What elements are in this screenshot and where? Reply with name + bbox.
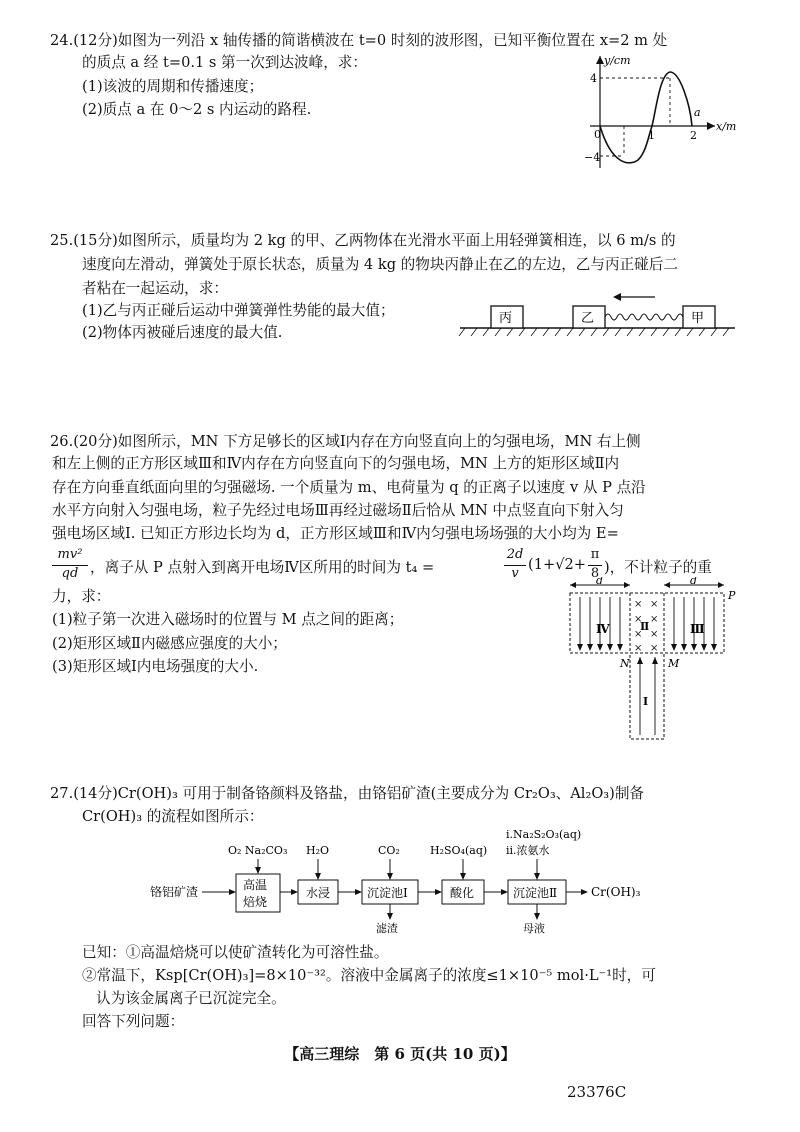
svg-text:×: × xyxy=(634,599,643,610)
q26-stem-line3: 存在方向垂直纸面向里的匀强磁场. 一个质量为 m、电荷量为 q 的正离子以速度 v 从 P 点沿 xyxy=(52,479,646,496)
x-tick-2: 2 xyxy=(690,129,697,142)
q27-known-2: ②常温下，Ksp[Cr(OH)₃]=8×10⁻³²。溶液中金属离子的浓度≤1×10⁻⁵ mol·L⁻¹时，可 xyxy=(82,967,656,984)
flow-box-tank1-label: 沉淀池Ⅰ xyxy=(367,886,408,900)
time-text: ，离子从 P 点射入到离开电场Ⅳ区所用的时间为 t₄ = xyxy=(90,559,435,576)
q25-part1: (1)乙与丙正碰后运动中弹簧弹性势能的最大值； xyxy=(82,302,395,319)
flow-input-1: O₂ Na₂CO₃ xyxy=(228,844,288,857)
svg-text:×: × xyxy=(650,599,659,610)
d-label-right: d xyxy=(690,577,698,587)
svg-text:×: × xyxy=(634,629,643,640)
pi-denominator: 8 xyxy=(590,566,600,581)
q25-stem-line3: 者粘在一起运动，求： xyxy=(82,280,228,297)
flow-box-roast-line1: 高温 xyxy=(243,878,268,892)
q24-part2: (2)质点 a 在 0～2 s 内运动的路程. xyxy=(82,101,312,118)
svg-text:×: × xyxy=(650,614,659,625)
y-axis-label: y/cm xyxy=(604,54,631,67)
flow-input-2: H₂O xyxy=(306,844,330,857)
q27-known-1: 已知：①高温焙烧可以使矿渣转化为可溶性盐。 xyxy=(82,944,389,961)
q27-known-3: 认为该金属离子已沉淀完全。 xyxy=(96,990,286,1007)
point-p-label: P xyxy=(728,589,736,602)
flow-box-roast-line2: 焙烧 xyxy=(243,895,268,909)
time-denominator: v xyxy=(511,566,519,581)
time-tail: )，不计粒子的重 xyxy=(604,559,712,576)
svg-text:×: × xyxy=(634,614,643,625)
flow-box-acidify-label: 酸化 xyxy=(450,886,475,900)
point-a-label: a xyxy=(694,106,701,119)
x-tick-1: 1 xyxy=(648,129,655,142)
e-numerator: mv² xyxy=(57,547,83,562)
point-m-label: M xyxy=(668,657,680,670)
q25-part2: (2)物体丙被碰后速度的最大值. xyxy=(82,324,283,341)
region-3-label: Ⅲ xyxy=(690,622,705,636)
q27-answer-prompt: 回答下列问题： xyxy=(82,1013,185,1030)
svg-text:×: × xyxy=(634,643,643,654)
e-denominator: qd xyxy=(61,566,79,581)
q26-part1: (1)粒子第一次进入磁场时的位置与 M 点之间的距离； xyxy=(52,611,404,628)
q25-blocks-diagram xyxy=(455,290,745,340)
flow-end: Cr(OH)₃ xyxy=(591,885,641,899)
q26-stem-line7: 力，求： xyxy=(52,588,111,605)
y-tick-pos: 4 xyxy=(590,72,597,85)
svg-text:×: × xyxy=(650,643,659,654)
flow-input-5a: ⅰ.Na₂S₂O₃(aq) xyxy=(506,828,582,841)
flow-input-3: CO₂ xyxy=(378,844,400,857)
block-jia-label: 甲 xyxy=(691,311,705,326)
q26-stem-line2: 和左上侧的正方形区域Ⅲ和Ⅳ内存在方向竖直向下的匀强电场，MN 上方的矩形区域Ⅱ内 xyxy=(52,455,620,472)
flow-output-residue: 滤渣 xyxy=(376,922,398,935)
q26-part2: (2)矩形区域Ⅱ内磁感应强度的大小； xyxy=(52,635,287,652)
pi-numerator: π xyxy=(590,547,600,562)
region-4-label: Ⅳ xyxy=(596,622,610,636)
time-sum: (1+√2+ xyxy=(528,556,587,573)
flow-output-mother-liquor: 母液 xyxy=(523,922,545,935)
flow-input-4: H₂SO₄(aq) xyxy=(430,844,488,857)
q24-stem-line2: 的质点 a 经 t=0.1 s 第一次到达波峰，求： xyxy=(82,54,367,71)
q27-stem: 27.(14分)Cr(OH)₃ 可用于制备铬颜料及铬盐，由铬铝矿渣(主要成分为 Cr₂O₃、Al₂O₃)制备 xyxy=(50,785,645,802)
q24-stem: 24.(12分)如图为一列沿 x 轴传播的简谐横波在 t=0 时刻的波形图，已知平衡位置在 x=2 m 处 xyxy=(50,32,668,49)
q25-stem: 25.(15分)如图所示，质量均为 2 kg 的甲、乙两物体在光滑水平面上用轻弹簧相连，以 6 m/s 的 xyxy=(50,232,676,249)
flow-input-5b: ⅱ.浓氨水 xyxy=(506,844,550,857)
q26-stem-line4: 水平方向射入匀强电场，粒子先经过电场Ⅲ再经过磁场Ⅱ后恰从 MN 中点竖直向下射入匀 xyxy=(52,502,624,519)
region-2-label: Ⅱ xyxy=(640,620,650,633)
point-n-label: N xyxy=(620,657,630,670)
d-label-left: d xyxy=(596,577,604,587)
time-numerator: 2d xyxy=(506,547,524,562)
q26-stem: 26.(20分)如图所示，MN 下方足够长的区域Ⅰ内存在方向竖直向上的匀强电场，MN 右上侧 xyxy=(50,433,641,450)
q25-stem-line2: 速度向左滑动，弹簧处于原长状态，质量为 4 kg 的物块丙静止在乙的左边，乙与丙正碰后二 xyxy=(82,256,678,273)
q27-flow-chart xyxy=(150,826,710,936)
origin-label: 0 xyxy=(594,128,601,141)
block-yi-label: 乙 xyxy=(581,311,595,326)
svg-text:×: × xyxy=(650,629,659,640)
q24-part1: (1)该波的周期和传播速度； xyxy=(82,78,264,95)
page-footer: 【高三理综 第 6 页(共 10 页)】 xyxy=(284,1045,516,1063)
x-axis-label: x/m xyxy=(716,120,737,133)
region-1-label: Ⅰ xyxy=(643,695,649,708)
block-bing-label: 丙 xyxy=(499,311,513,326)
q26-stem-line5: 强电场区域Ⅰ. 已知正方形边长均为 d，正方形区域Ⅲ和Ⅳ内匀强电场场强的大小均为 E= xyxy=(52,525,619,542)
q26-part3: (3)矩形区域Ⅰ内电场强度的大小. xyxy=(52,658,259,675)
y-tick-neg: −4 xyxy=(584,151,601,164)
q24-wave-graph xyxy=(580,48,760,178)
q26-field-diagram xyxy=(560,577,750,742)
flow-start: 铬铝矿渣 xyxy=(150,885,199,899)
flow-box-leach-label: 水浸 xyxy=(306,886,331,900)
flow-box-tank2-label: 沉淀池Ⅱ xyxy=(513,886,558,900)
q27-stem-line2: Cr(OH)₃ 的流程如图所示： xyxy=(82,808,264,825)
paper-code: 23376C xyxy=(567,1083,627,1101)
